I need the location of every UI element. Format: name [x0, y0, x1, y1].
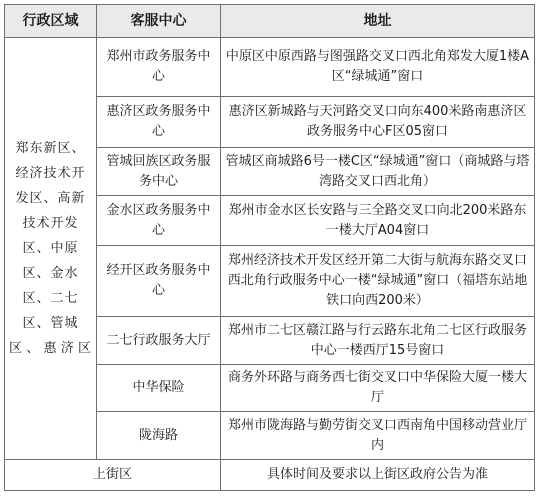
center-cell: 经开区政务服务中心 — [97, 246, 221, 317]
address-cell: 惠济区新城路与天河路交叉口向东400米路南惠济区政务服务中心F区05窗口 — [221, 97, 535, 148]
header-region: 行政区域 — [5, 5, 97, 38]
address-cell: 郑州市金水区长安路与三全路交叉口向北200米路东一楼大厅A04窗口 — [221, 196, 535, 246]
service-center-table — [4, 4, 535, 491]
address-cell: 管城区商城路6号一楼C区“绿城通”窗口（商城路与塔湾路交叉口西北角） — [221, 148, 535, 196]
center-cell: 郑州市政务服务中心 — [97, 38, 221, 97]
last-row-address-cell: 具体时间及要求以上街区政府公告为准 — [221, 460, 535, 491]
header-row — [5, 5, 535, 38]
center-cell: 中华保险 — [97, 365, 221, 412]
center-cell: 惠济区政务服务中心 — [97, 97, 221, 148]
center-cell: 金水区政务服务中心 — [97, 196, 221, 246]
address-cell: 郑州市陇海路与勤劳街交叉口西南角中国移动营业厅内 — [221, 412, 535, 460]
table-row — [5, 38, 535, 97]
table-row-last — [5, 460, 535, 491]
center-cell: 陇海路 — [97, 412, 221, 460]
address-cell: 郑州市二七区赣江路与行云路东北角二七区行政服务中心一楼西厅15号窗口 — [221, 317, 535, 365]
last-row-region-cell: 上街区 — [5, 460, 221, 491]
center-cell: 二七行政服务大厅 — [97, 317, 221, 365]
address-cell: 中原区中原西路与图强路交叉口西北角郑发大厦1楼A区“绿城通”窗口 — [221, 38, 535, 97]
header-center: 客服中心 — [97, 5, 221, 38]
center-cell: 管城回族区政务服务中心 — [97, 148, 221, 196]
region-group-cell: 郑东新区、经济技术开发区、高新技术开发区、中原区、金水区、二七区、管城区、惠济区 — [5, 38, 97, 460]
address-cell: 商务外环路与商务西七街交叉口中华保险大厦一楼大厅 — [221, 365, 535, 412]
header-address: 地址 — [221, 5, 535, 38]
address-cell: 郑州经济技术开发区经开第二大街与航海东路交叉口西北角行政服务中心一楼“绿城通”窗口（福塔东站地铁口向西200米） — [221, 246, 535, 317]
